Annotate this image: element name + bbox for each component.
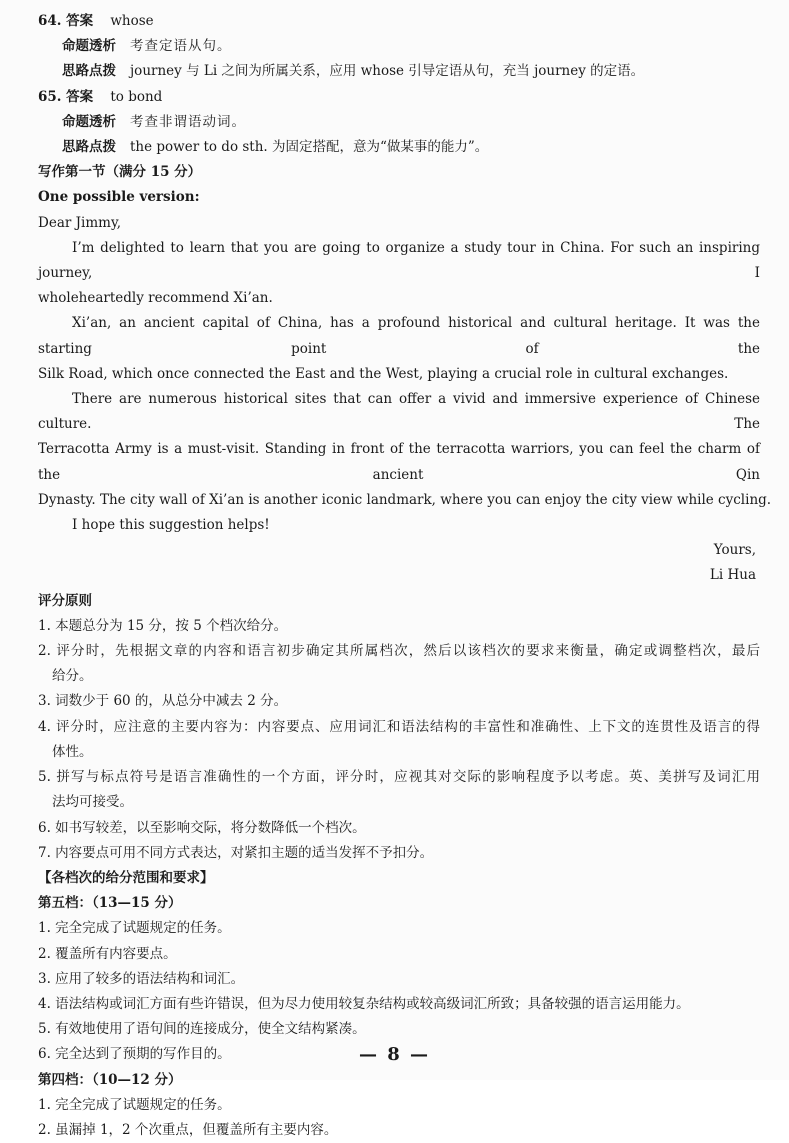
essay-paragraph-line: Dynasty. The city wall of Xi’an is another iconic landmark, where you can enjoy the city view while cycling. [38,491,772,508]
principle-item-cont: 给分。 [52,668,93,685]
topic-text: 考查定语从句。 [130,38,232,55]
level4-title: 第四档：（10—12 分） [38,1071,182,1088]
answer-value: whose [110,13,154,29]
essay-paragraph-line: There are numerous historical sites that can offer a vivid and immersive experience of Chinese culture. The [38,391,760,433]
essay-paragraph-line: Terracotta Army is a must-visit. Standing in front of the terracotta warriors, you can feel the charm of the ancient Qin [38,441,760,483]
hint-label: 思路点拨 [62,63,116,80]
salutation: Dear Jimmy, [38,214,122,231]
letter-signature: Li Hua [709,567,756,584]
letter-closing: Yours, [713,542,756,559]
principle-item: 3. 词数少于 60 的，从总分中减去 2 分。 [38,693,288,710]
answer-number: 65. 答案 [38,88,94,105]
levels-title: 【各档次的给分范围和要求】 [38,869,214,886]
principle-item: 1. 本题总分为 15 分，按 5 个档次给分。 [38,617,288,634]
essay-paragraph-line: I hope this suggestion helps! [72,517,270,534]
level4-item: 1. 完全完成了试题规定的任务。 [38,1096,231,1113]
essay-paragraph-line: wholeheartedly recommend Xi’an. [38,290,273,307]
answer-65 [38,85,760,110]
principle-item: 6. 如书写较差，以至影响交际，将分数降低一个档次。 [38,819,366,836]
principle-item: 2. 评分时，先根据文章的内容和语言初步确定其所属档次，然后以该档次的要求来衡量，确定或调整档次，最后 [38,643,760,660]
principle-item-cont: 体性。 [52,743,93,760]
topic-label: 命题透析 [62,38,116,55]
topic-row [38,34,760,59]
principle-item: 7. 内容要点可用不同方式表达，对紧扣主题的适当发挥不予扣分。 [38,844,434,861]
level5-item: 1. 完全完成了试题规定的任务。 [38,920,231,937]
essay-paragraph-line: Xi’an, an ancient capital of China, has a profound historical and cultural heritage. It was the starting point of the [38,315,760,357]
hint-text: the power to do sth. 为固定搭配，意为“做某事的能力”。 [130,139,489,156]
level5-item: 6. 完全达到了预期的写作目的。 [38,1046,231,1063]
principle-item: 4. 评分时，应注意的主要内容为：内容要点、应用词汇和语法结构的丰富性和准确性、上下文的连贯性及语言的得 [38,718,760,735]
level5-title: 第五档：（13—15 分） [38,895,182,912]
principle-item: 5. 拼写与标点符号是语言准确性的一个方面，评分时，应视其对交际的影响程度予以考虑。英、美拼写及词汇用 [38,769,760,786]
answer-64 [38,9,760,34]
hint-row [38,135,760,160]
topic-label: 命题透析 [62,113,116,130]
level5-item: 5. 有效地使用了语句间的连接成分，使全文结构紧凑。 [38,1021,366,1038]
version-label: One possible version: [38,189,200,206]
hint-text: journey 与 Li 之间为所属关系，应用 whose 引导定语从句，充当 journey 的定语。 [130,63,645,80]
writing-section-title: 写作第一节（满分 15 分） [38,164,202,181]
level5-item: 3. 应用了较多的语法结构和词汇。 [38,970,245,987]
topic-row [38,110,760,135]
topic-text: 考查非谓语动词。 [130,113,246,130]
hint-label: 思路点拨 [62,139,116,156]
page-number: — 8 — [358,1044,431,1065]
level5-item: 4. 语法结构或词汇方面有些许错误，但为尽力使用较复杂结构或较高级词汇所致；具备较强的语言运用能力。 [38,995,690,1012]
page-content [38,9,772,1143]
level4-item: 2. 虽漏掉 1，2 个次重点，但覆盖所有主要内容。 [38,1121,338,1138]
hint-row [38,59,760,84]
answer-number: 64. 答案 [38,13,94,29]
principle-item-cont: 法均可接受。 [52,794,133,811]
level5-item: 2. 覆盖所有内容要点。 [38,945,177,962]
essay-paragraph-line: Silk Road, which once connected the East and the West, playing a crucial role in cultural exchanges. [38,365,729,382]
answer-value: to bond [110,88,163,105]
essay-paragraph-line: I’m delighted to learn that you are going to organize a study tour in China. For such an inspiring journey, I [38,239,760,282]
principles-title: 评分原则 [38,592,92,609]
